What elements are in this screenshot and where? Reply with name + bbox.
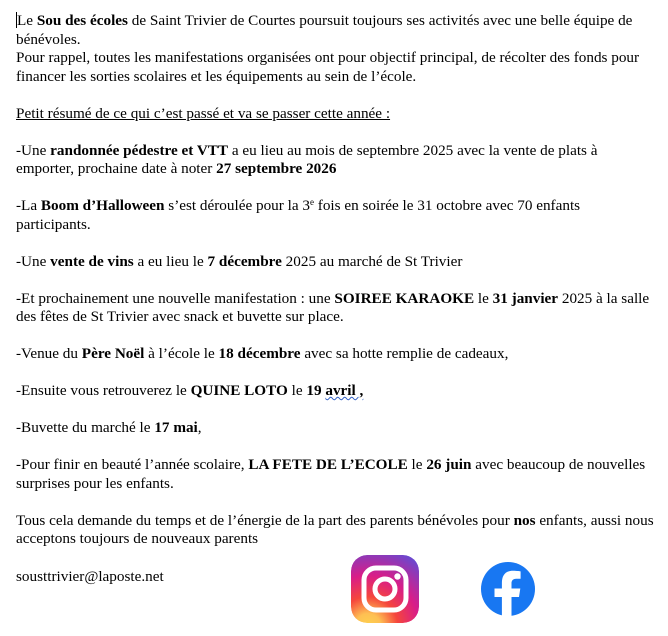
contact-email[interactable]: sousttrivier@laposte.net <box>16 568 164 585</box>
event-karaoke: -Et prochainement une nouvelle manifestation : une SOIREE KARAOKE le 31 janvier 2025 à la salle des fêtes de St Trivier avec snack et buvette sur place. <box>16 289 650 325</box>
event-fete: -Pour finir en beauté l’année scolaire, LA FETE DE L’ECOLE le 26 juin avec beaucoup de nouvelles surprises pour les enfants. <box>16 456 646 492</box>
event-loto: -Ensuite vous retrouverez le QUINE LOTO le 19 avril , <box>16 382 364 399</box>
intro-paragraph: Le Sou des écoles de Saint Trivier de Courtes poursuit toujours ses activités avec une belle équipe de bénévoles. <box>16 12 633 48</box>
event-halloween: -La Boom d’Halloween s’est déroulée pour la 3e fois en soirée le 31 octobre avec 70 enfants participants. <box>16 197 581 233</box>
closing-paragraph: Tous cela demande du temps et de l’énergie de la part des parents bénévoles pour nos enfants, aussi nous acceptons toujours de nouveaux parents <box>16 511 654 547</box>
instagram-icon[interactable] <box>351 555 419 623</box>
document-body <box>16 12 656 549</box>
event-vins: -Une vente de vins a eu lieu le 7 décembre 2025 au marché de St Trivier <box>16 252 463 270</box>
event-rando: -Une randonnée pédestre et VTT a eu lieu au mois de septembre 2025 avec la vente de plats à emporter, prochaine date à noter 27 septembre 2026 <box>16 141 598 177</box>
event-noel: -Venue du Père Noël à l’école le 18 décembre avec sa hotte remplie de cadeaux, <box>16 345 509 362</box>
event-buvette: -Buvette du marché le 17 mai, <box>16 419 202 436</box>
facebook-icon[interactable] <box>473 561 543 631</box>
reminder-paragraph: Pour rappel, toutes les manifestations organisées ont pour objectif principal, de récolter des fonds pour financer les sorties scolaires et les équipements au sein de l’école. <box>16 49 640 85</box>
summary-heading: Petit résumé de ce qui c’est passé et va se passer cette année : <box>16 104 391 122</box>
